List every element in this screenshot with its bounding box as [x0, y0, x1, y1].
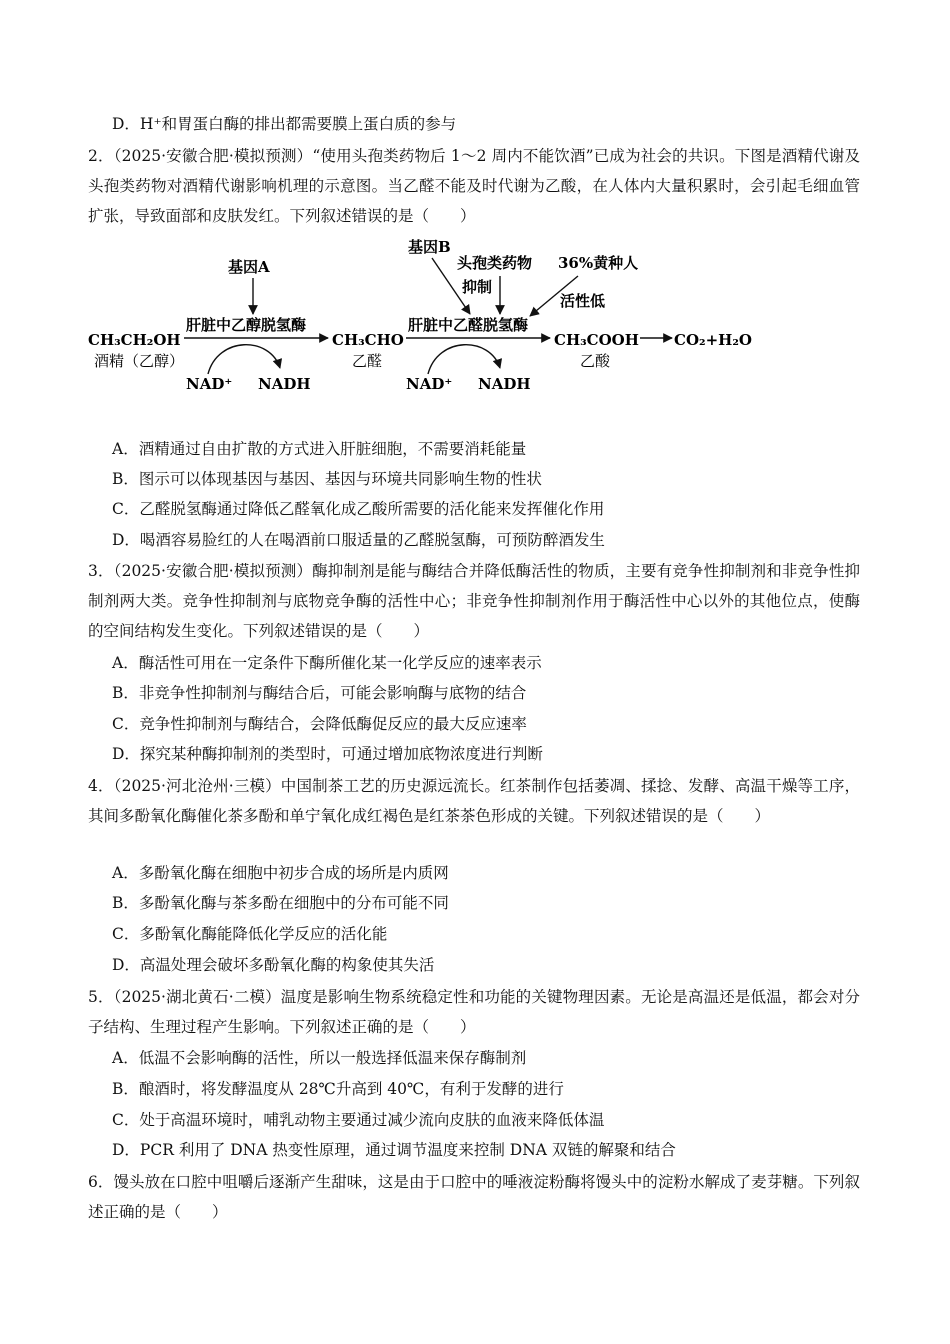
ethanol-formula: CH₃CH₂OH: [88, 331, 181, 349]
acetaldehyde-name: 乙醛: [352, 352, 383, 370]
gene-b-label: 基因B: [408, 238, 451, 256]
cofactor2-curve: [428, 345, 500, 374]
question2-option-c: C．乙醛脱氢酶通过降低乙醛氧化成乙酸所需要的活化能来发挥催化作用: [112, 500, 605, 518]
question3-option-b: B．非竞争性抑制剂与酶结合后，可能会影响酶与底物的结合: [112, 684, 527, 702]
question4-option-a: A．多酚氧化酶在细胞中初步合成的场所是内质网: [112, 864, 449, 882]
question4-option-c: C．多酚氧化酶能降低化学反应的活化能: [112, 925, 388, 943]
products-formula: CO₂+H₂O: [674, 331, 752, 349]
nadh-2: NADH: [478, 375, 531, 393]
question3-stem: 3．（2025·安徽合肥·模拟预测）酶抑制剂是能与酶结合并降低酶活性的物质，主要有竞争性抑制剂和非竞争性抑制剂两大类。竞争性抑制剂与底物竞争酶的活性中心；非竞争性抑制剂作用于酶活性中心以外的其他位点，使酶的空间结构发生变化。下列叙述错误的是（ ）: [88, 562, 860, 640]
low-activity-label: 活性低: [560, 292, 606, 310]
nadh-1: NADH: [258, 375, 311, 393]
question2-option-d: D．喝酒容易脸红的人在喝酒前口服适量的乙醛脱氢酶，可预防醉酒发生: [112, 531, 605, 549]
question2-stem: 2．（2025·安徽合肥·模拟预测）“使用头孢类药物后 1～2 周内不能饮酒”已成为社会的共识。下图是酒精代谢及头孢类药物对酒精代谢影响机理的示意图。当乙醛不能及时代谢为乙酸，在人体内大量积累时，会引起毛细血管扩张，导致面部和皮肤发红。下列叙述错误的是（ ）: [88, 147, 860, 225]
question3-option-d: D．探究某种酶抑制剂的类型时，可通过增加底物浓度进行判断: [112, 745, 543, 763]
acetic-acid-name: 乙酸: [580, 352, 611, 370]
question1-option-d: D．H⁺和胃蛋白酶的排出都需要膜上蛋白质的参与: [112, 115, 457, 133]
question2-option-b: B．图示可以体现基因与基因、基因与环境共同影响生物的性状: [112, 470, 542, 488]
question2-option-a: A．酒精通过自由扩散的方式进入肝脏细胞，不需要消耗能量: [112, 440, 527, 458]
cofactor1-curve: [208, 345, 280, 374]
enzyme2-label: 肝脏中乙醛脱氢酶: [408, 316, 529, 334]
enzyme1-label: 肝脏中乙醇脱氢酶: [186, 316, 307, 334]
alcohol-metabolism-diagram: [80, 232, 780, 402]
acetic-acid-formula: CH₃COOH: [554, 331, 639, 349]
question4-stem: 4．（2025·河北沧州·三模）中国制茶工艺的历史源远流长。红茶制作包括萎凋、揉捻、发酵、高温干燥等工序，其间多酚氧化酶催化茶多酚和单宁氧化成红褐色是红茶茶色形成的关键。下列叙述错误的是（ ）: [88, 777, 860, 825]
acetaldehyde-formula: CH₃CHO: [332, 331, 404, 349]
question5-option-c: C．处于高温环境时，哺乳动物主要通过减少流向皮肤的血液来降低体温: [112, 1111, 605, 1129]
question5-option-a: A．低温不会影响酶的活性，所以一般选择低温来保存酶制剂: [112, 1049, 527, 1067]
nad-plus-1: NAD⁺: [186, 375, 233, 393]
question4-option-b: B．多酚氧化酶与茶多酚在细胞中的分布可能不同: [112, 894, 449, 912]
question3-option-a: A．酶活性可用在一定条件下酶所催化某一化学反应的速率表示: [112, 654, 542, 672]
question6-stem: 6．馒头放在口腔中咀嚼后逐渐产生甜味，这是由于口腔中的唾液淀粉酶将馒头中的淀粉水解成了麦芽糖。下列叙述正确的是（ ）: [88, 1173, 860, 1221]
question5-option-b: B．酿酒时，将发酵温度从 28℃升高到 40℃，有利于发酵的进行: [112, 1080, 564, 1098]
cephalosporin-label: 头孢类药物: [457, 254, 533, 272]
inhibit-label: 抑制: [462, 278, 493, 296]
question5-option-d: D．PCR 利用了 DNA 热变性原理，通过调节温度来控制 DNA 双链的解聚和结合: [112, 1141, 676, 1159]
question5-stem: 5．（2025·湖北黄石·二模）温度是影响生物系统稳定性和功能的关键物理因素。无论是高温还是低温，都会对分子结构、生理过程产生影响。下列叙述正确的是（ ）: [88, 988, 860, 1036]
population-label: 36%黄种人: [558, 254, 639, 272]
question3-option-c: C．竞争性抑制剂与酶结合，会降低酶促反应的最大反应速率: [112, 715, 527, 733]
question4-option-d: D．高温处理会破坏多酚氧化酶的构象使其失活: [112, 956, 435, 974]
nad-plus-2: NAD⁺: [406, 375, 453, 393]
gene-a-label: 基因A: [228, 258, 270, 276]
ethanol-name: 酒精（乙醇）: [94, 352, 185, 370]
